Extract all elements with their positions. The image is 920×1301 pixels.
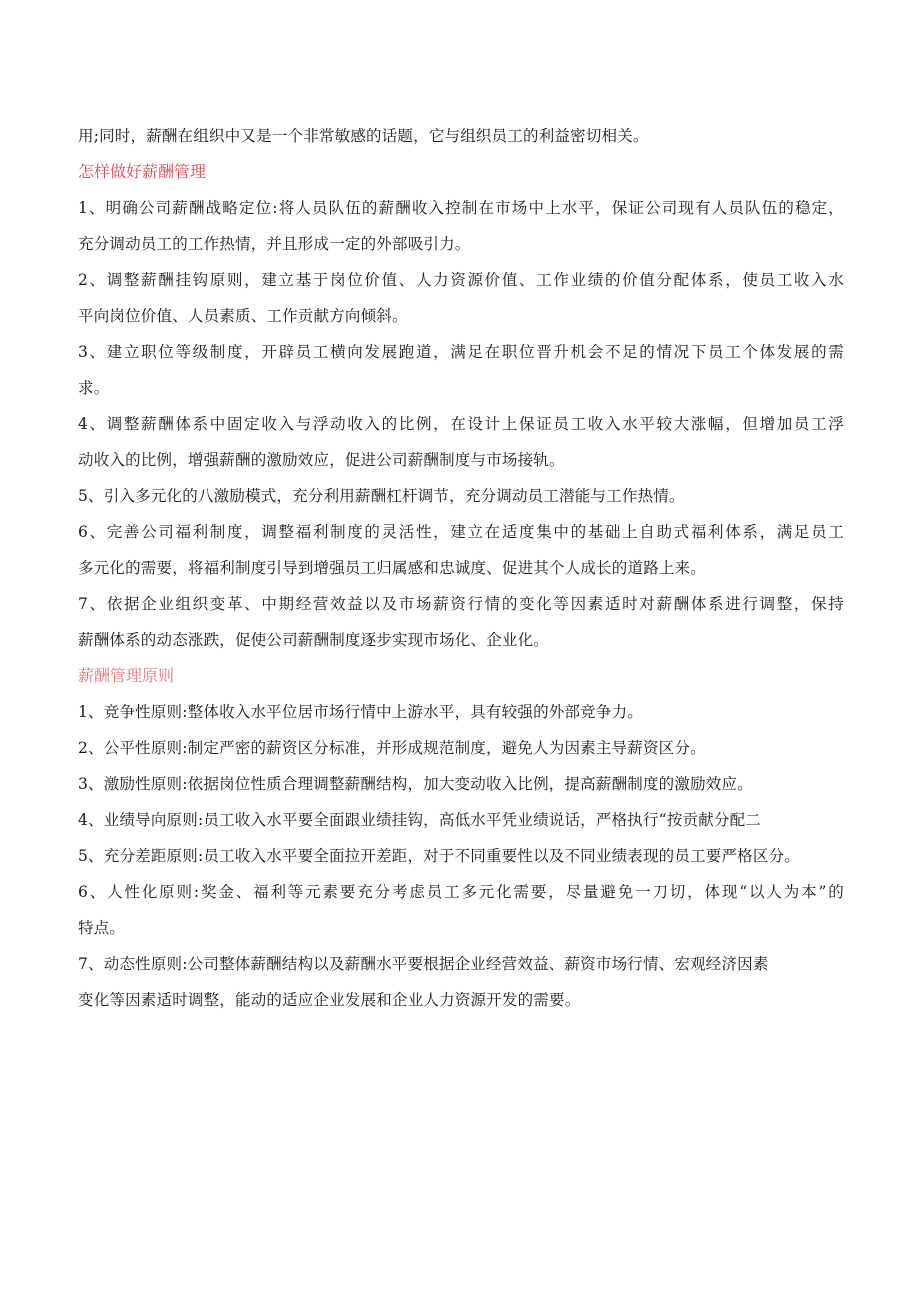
list-item xyxy=(78,946,844,1018)
paragraph-line: 3、建立职位等级制度，开辟员工横向发展跑道，满足在职位晋升机会不足的情况下员工个体发展的需 xyxy=(78,343,844,361)
list-item xyxy=(78,514,844,586)
paragraph-line: 求。 xyxy=(78,379,110,397)
paragraph-line: 5、引入多元化的八激励模式，充分利用薪酬杠杆调节，充分调动员工潜能与工作热情。 xyxy=(78,487,685,505)
section-heading-how-to-manage: 怎样做好薪酬管理 xyxy=(78,162,207,181)
list-item xyxy=(78,802,844,838)
paragraph-line: 特点。 xyxy=(78,919,126,937)
paragraph-line: 1、竞争性原则:整体收入水平位居市场行情中上游水平，具有较强的外部竞争力。 xyxy=(78,703,643,721)
intro-line: 用;同时，薪酬在组织中又是一个非常敏感的话题，它与组织员工的利益密切相关。 xyxy=(78,127,649,145)
paragraph-line: 3、激励性原则:依据岗位性质合理调整薪酬结构，加大变动收入比例，提高薪酬制度的激励效应。 xyxy=(78,775,753,793)
list-item xyxy=(78,262,844,334)
paragraph-line: 5、充分差距原则:员工收入水平要全面拉开差距，对于不同重要性以及不同业绩表现的员工要严格区分。 xyxy=(78,847,800,865)
list-item xyxy=(78,874,844,946)
paragraph-line: 4、调整薪酬体系中固定收入与浮动收入的比例，在设计上保证员工收入水平较大涨幅，但增加员工浮 xyxy=(78,415,844,433)
section-heading-principles: 薪酬管理原则 xyxy=(78,666,175,685)
list-item xyxy=(78,406,844,478)
list-item xyxy=(78,838,844,874)
paragraph-line: 平向岗位价值、人员素质、工作贡献方向倾斜。 xyxy=(78,307,408,325)
paragraph-line: 1、明确公司薪酬战略定位:将人员队伍的薪酬收入控制在市场中上水平，保证公司现有人员队伍的稳定， xyxy=(78,199,844,217)
list-item xyxy=(78,694,844,730)
paragraph-line: 充分调动员工的工作热情，并且形成一定的外部吸引力。 xyxy=(78,235,471,253)
list-item xyxy=(78,478,844,514)
paragraph-line: 多元化的需要，将福利制度引导到增强员工归属感和忠诚度、促进其个人成长的道路上来。 xyxy=(78,559,707,577)
paragraph-line: 6、完善公司福利制度，调整福利制度的灵活性，建立在适度集中的基础上自助式福利体系，满足员工 xyxy=(78,523,844,541)
list-item xyxy=(78,334,844,406)
paragraph-line: 动收入的比例，增强薪酬的激励效应，促进公司薪酬制度与市场接轨。 xyxy=(78,451,565,469)
paragraph-line: 2、公平性原则:制定严密的薪资区分标准，并形成规范制度，避免人为因素主导薪资区分。 xyxy=(78,739,706,757)
list-item xyxy=(78,766,844,802)
paragraph-line: 变化等因素适时调整，能动的适应企业发展和企业人力资源开发的需要。 xyxy=(78,991,581,1009)
list-item xyxy=(78,730,844,766)
paragraph-line: 7、动态性原则:公司整体薪酬结构以及薪酬水平要根据企业经营效益、薪资市场行情、宏观经济因素 xyxy=(78,955,769,973)
list-item xyxy=(78,586,844,658)
paragraph-line: 7、依据企业组织变革、中期经营效益以及市场薪资行情的变化等因素适时对薪酬体系进行调整，保持 xyxy=(78,595,844,613)
paragraph-line: 6、人性化原则:奖金、福利等元素要充分考虑员工多元化需要，尽量避免一刀切，体现“以人为本”的 xyxy=(78,883,844,901)
list-item xyxy=(78,190,844,262)
document-page xyxy=(78,118,844,1018)
paragraph-line: 4、业绩导向原则:员工收入水平要全面跟业绩挂钩，高低水平凭业绩说话，严格执行“按贡献分配二 xyxy=(78,811,762,829)
paragraph-line: 薪酬体系的动态涨跌，促使公司薪酬制度逐步实现市场化、企业化。 xyxy=(78,631,550,649)
paragraph-line: 2、调整薪酬挂钩原则，建立基于岗位价值、人力资源价值、工作业绩的价值分配体系，使员工收入水 xyxy=(78,271,844,289)
